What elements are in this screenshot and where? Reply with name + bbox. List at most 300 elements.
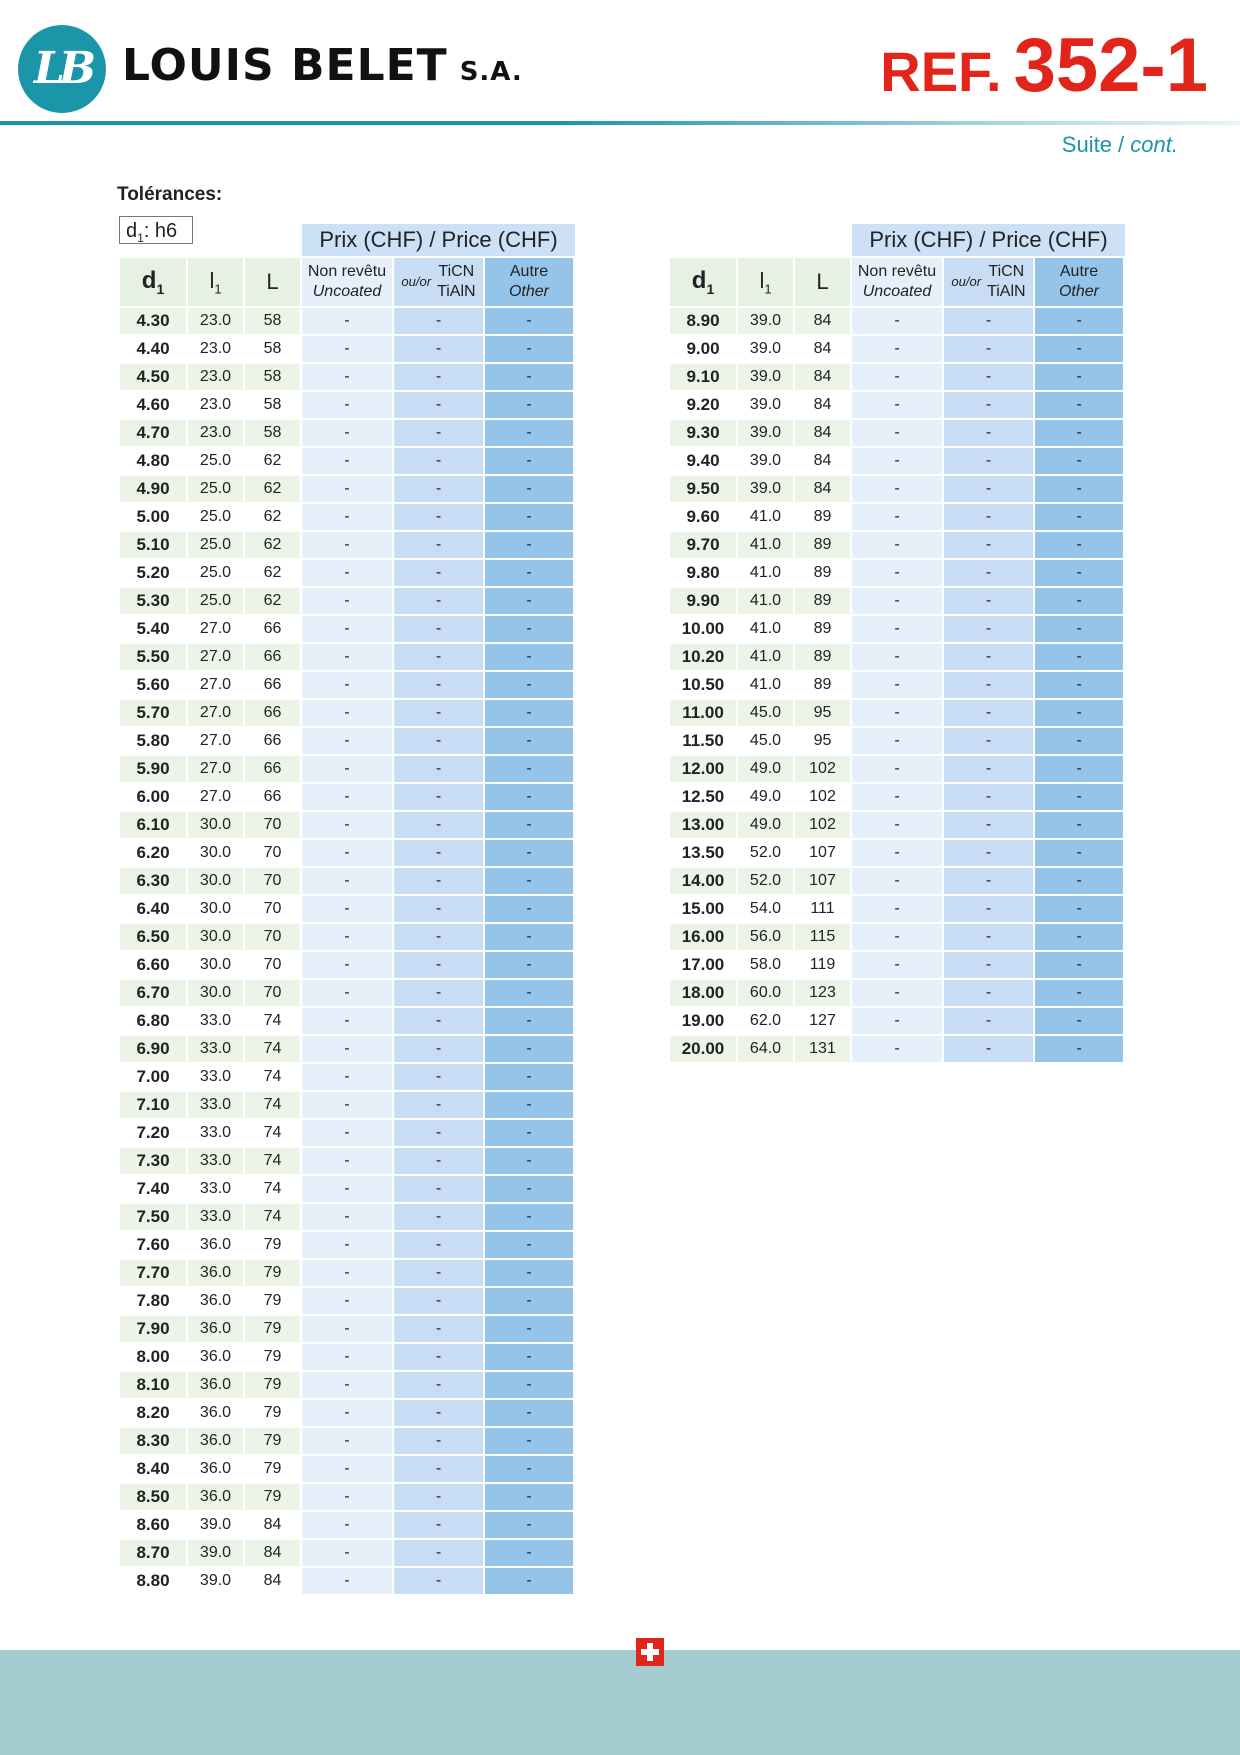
cell-L: 79 [245, 1288, 300, 1314]
cell-other: - [485, 728, 573, 754]
cell-l1: 41.0 [738, 532, 793, 558]
cell-d1: 7.10 [120, 1092, 186, 1118]
cell-d1: 7.40 [120, 1176, 186, 1202]
col-coated: ou/orTiCN TiAlN [394, 258, 483, 306]
col-uncoated: Non revêtu Uncoated [852, 258, 942, 306]
cell-coated: - [394, 336, 483, 362]
cell-coated: - [394, 1120, 483, 1146]
tolerances-title: Tolérances: [117, 184, 223, 205]
cell-l1: 36.0 [188, 1232, 243, 1258]
table-row [120, 1064, 573, 1090]
table-row [120, 532, 573, 558]
table-row [120, 728, 573, 754]
cell-d1: 10.50 [670, 672, 736, 698]
table-row [120, 1316, 573, 1342]
cell-other: - [1035, 448, 1123, 474]
cell-coated: - [394, 1316, 483, 1342]
cell-l1: 23.0 [188, 392, 243, 418]
cell-uncoated: - [302, 812, 392, 838]
cell-d1: 7.30 [120, 1148, 186, 1174]
cell-l1: 41.0 [738, 644, 793, 670]
cell-coated: - [394, 1260, 483, 1286]
cell-d1: 4.40 [120, 336, 186, 362]
cell-l1: 23.0 [188, 364, 243, 390]
table-row [120, 1288, 573, 1314]
cell-other: - [485, 1540, 573, 1566]
company-suffix: S.A. [459, 57, 523, 87]
cell-uncoated: - [852, 448, 942, 474]
cell-other: - [1035, 728, 1123, 754]
price-table-right [668, 256, 1125, 1064]
cell-coated: - [944, 700, 1033, 726]
cell-d1: 8.80 [120, 1568, 186, 1594]
cell-other: - [485, 1456, 573, 1482]
cell-other: - [485, 476, 573, 502]
cell-d1: 6.40 [120, 896, 186, 922]
table-row [670, 420, 1123, 446]
table-row [670, 364, 1123, 390]
cell-L: 84 [795, 392, 850, 418]
cell-L: 84 [245, 1540, 300, 1566]
cell-d1: 7.00 [120, 1064, 186, 1090]
cell-coated: - [394, 1484, 483, 1510]
table-row [120, 1120, 573, 1146]
cell-d1: 14.00 [670, 868, 736, 894]
cell-uncoated: - [852, 476, 942, 502]
cell-L: 102 [795, 784, 850, 810]
table-row [120, 784, 573, 810]
cell-coated: - [944, 812, 1033, 838]
cell-other: - [1035, 700, 1123, 726]
cell-l1: 25.0 [188, 448, 243, 474]
cell-coated: - [394, 784, 483, 810]
cell-uncoated: - [852, 840, 942, 866]
cell-coated: - [944, 784, 1033, 810]
cell-coated: - [394, 616, 483, 642]
cell-coated: - [394, 756, 483, 782]
table-row [670, 840, 1123, 866]
cell-L: 102 [795, 812, 850, 838]
table-row [120, 1260, 573, 1286]
col-l1: $l_1$ [188, 258, 243, 306]
cell-uncoated: - [302, 1372, 392, 1398]
cell-L: 74 [245, 1176, 300, 1202]
cell-l1: 39.0 [738, 308, 793, 334]
cell-d1: 4.90 [120, 476, 186, 502]
cell-coated: - [394, 1064, 483, 1090]
cell-other: - [485, 896, 573, 922]
table-row [120, 1036, 573, 1062]
cell-other: - [485, 1344, 573, 1370]
cell-d1: 9.50 [670, 476, 736, 502]
cell-d1: 9.20 [670, 392, 736, 418]
cell-d1: 8.90 [670, 308, 736, 334]
cell-uncoated: - [302, 896, 392, 922]
cell-d1: 4.80 [120, 448, 186, 474]
cell-L: 84 [245, 1568, 300, 1594]
table-row [120, 1204, 573, 1230]
cell-uncoated: - [852, 308, 942, 334]
cell-d1: 6.20 [120, 840, 186, 866]
cell-d1: 9.30 [670, 420, 736, 446]
table-row [120, 1176, 573, 1202]
cell-L: 66 [245, 700, 300, 726]
cell-l1: 36.0 [188, 1428, 243, 1454]
cell-l1: 39.0 [188, 1568, 243, 1594]
cell-uncoated: - [302, 1008, 392, 1034]
table-row [670, 728, 1123, 754]
cell-coated: - [944, 476, 1033, 502]
cell-uncoated: - [852, 728, 942, 754]
cell-uncoated: - [302, 1148, 392, 1174]
cell-d1: 5.90 [120, 756, 186, 782]
table-header-row [120, 258, 573, 306]
cell-coated: - [394, 392, 483, 418]
cell-other: - [1035, 616, 1123, 642]
cell-L: 66 [245, 672, 300, 698]
cell-coated: - [944, 756, 1033, 782]
cell-d1: 8.60 [120, 1512, 186, 1538]
cell-coated: - [394, 1288, 483, 1314]
cell-other: - [485, 1008, 573, 1034]
cell-l1: 27.0 [188, 756, 243, 782]
cell-uncoated: - [302, 1484, 392, 1510]
cell-uncoated: - [302, 420, 392, 446]
cell-other: - [1035, 560, 1123, 586]
cell-L: 123 [795, 980, 850, 1006]
cell-other: - [485, 1288, 573, 1314]
cell-other: - [485, 924, 573, 950]
cell-other: - [485, 980, 573, 1006]
cell-d1: 9.90 [670, 588, 736, 614]
cell-coated: - [394, 1036, 483, 1062]
cell-coated: - [394, 980, 483, 1006]
cell-l1: 39.0 [738, 420, 793, 446]
table-body-left [120, 308, 573, 1594]
cell-uncoated: - [302, 308, 392, 334]
cell-other: - [485, 364, 573, 390]
cell-L: 84 [795, 448, 850, 474]
cell-coated: - [944, 644, 1033, 670]
company-name [122, 40, 523, 91]
cell-other: - [1035, 756, 1123, 782]
table-row [670, 952, 1123, 978]
cell-l1: 25.0 [188, 560, 243, 586]
table-row [120, 644, 573, 670]
cell-l1: 39.0 [738, 364, 793, 390]
cell-L: 79 [245, 1344, 300, 1370]
cell-coated: - [944, 308, 1033, 334]
cell-coated: - [394, 812, 483, 838]
cell-uncoated: - [302, 476, 392, 502]
cell-L: 70 [245, 868, 300, 894]
cell-l1: 30.0 [188, 952, 243, 978]
cell-other: - [485, 784, 573, 810]
cell-l1: 41.0 [738, 504, 793, 530]
cell-uncoated: - [302, 1120, 392, 1146]
cell-coated: - [394, 700, 483, 726]
cell-coated: - [394, 1428, 483, 1454]
col-uncoated: Non revêtu Uncoated [302, 258, 392, 306]
cell-uncoated: - [302, 1204, 392, 1230]
cell-l1: 23.0 [188, 336, 243, 362]
cell-other: - [485, 1372, 573, 1398]
price-header-left: Prix (CHF) / Price (CHF) [302, 224, 575, 256]
cell-d1: 5.30 [120, 588, 186, 614]
cell-l1: 27.0 [188, 644, 243, 670]
cell-other: - [485, 1148, 573, 1174]
cell-uncoated: - [302, 924, 392, 950]
cell-uncoated: - [852, 560, 942, 586]
table-row [120, 420, 573, 446]
cell-d1: 9.00 [670, 336, 736, 362]
cell-d1: 8.70 [120, 1540, 186, 1566]
cell-other: - [485, 588, 573, 614]
cell-other: - [1035, 308, 1123, 334]
cell-uncoated: - [302, 1176, 392, 1202]
cell-l1: 49.0 [738, 784, 793, 810]
col-coated: ou/orTiCN TiAlN [944, 258, 1033, 306]
cell-d1: 11.50 [670, 728, 736, 754]
cell-l1: 36.0 [188, 1344, 243, 1370]
cell-coated: - [944, 840, 1033, 866]
cell-d1: 6.90 [120, 1036, 186, 1062]
cell-coated: - [394, 672, 483, 698]
cell-L: 89 [795, 560, 850, 586]
cell-L: 95 [795, 728, 850, 754]
cell-uncoated: - [852, 784, 942, 810]
cell-l1: 25.0 [188, 532, 243, 558]
cell-other: - [485, 1400, 573, 1426]
cell-l1: 25.0 [188, 504, 243, 530]
cell-coated: - [944, 532, 1033, 558]
cell-d1: 9.60 [670, 504, 736, 530]
cell-other: - [1035, 1008, 1123, 1034]
cell-uncoated: - [852, 336, 942, 362]
cell-other: - [485, 1232, 573, 1258]
cell-d1: 5.60 [120, 672, 186, 698]
cell-coated: - [394, 1540, 483, 1566]
cell-uncoated: - [852, 756, 942, 782]
price-header-right: Prix (CHF) / Price (CHF) [852, 224, 1125, 256]
cell-d1: 11.00 [670, 700, 736, 726]
cell-uncoated: - [302, 1428, 392, 1454]
cell-coated: - [394, 1092, 483, 1118]
cell-other: - [1035, 644, 1123, 670]
cell-uncoated: - [852, 364, 942, 390]
cell-d1: 15.00 [670, 896, 736, 922]
table-row [670, 504, 1123, 530]
table-row [670, 756, 1123, 782]
ref-number: 352-1 [1013, 23, 1208, 108]
table-row [670, 392, 1123, 418]
cell-L: 74 [245, 1008, 300, 1034]
cell-L: 62 [245, 532, 300, 558]
cell-l1: 33.0 [188, 1036, 243, 1062]
table-row [670, 868, 1123, 894]
cell-other: - [1035, 812, 1123, 838]
cell-uncoated: - [302, 840, 392, 866]
cell-other: - [1035, 588, 1123, 614]
cell-other: - [1035, 1036, 1123, 1062]
table-row [120, 700, 573, 726]
cell-other: - [485, 1512, 573, 1538]
cell-uncoated: - [302, 1288, 392, 1314]
cell-L: 79 [245, 1400, 300, 1426]
cell-coated: - [394, 840, 483, 866]
table-row [670, 616, 1123, 642]
table-row [670, 448, 1123, 474]
cell-L: 74 [245, 1092, 300, 1118]
cell-other: - [485, 1176, 573, 1202]
cell-other: - [485, 616, 573, 642]
cell-d1: 5.50 [120, 644, 186, 670]
tolerance-value: : h6 [143, 220, 178, 242]
cell-coated: - [944, 420, 1033, 446]
table-row [120, 812, 573, 838]
cell-uncoated: - [302, 644, 392, 670]
cell-l1: 36.0 [188, 1484, 243, 1510]
cell-other: - [1035, 840, 1123, 866]
cell-L: 74 [245, 1064, 300, 1090]
cell-uncoated: - [302, 588, 392, 614]
cell-uncoated: - [852, 588, 942, 614]
cell-d1: 6.10 [120, 812, 186, 838]
cell-uncoated: - [852, 616, 942, 642]
cell-d1: 5.10 [120, 532, 186, 558]
cell-coated: - [944, 504, 1033, 530]
cell-other: - [1035, 420, 1123, 446]
cell-L: 58 [245, 308, 300, 334]
cell-coated: - [944, 616, 1033, 642]
cell-coated: - [944, 924, 1033, 950]
table-row [670, 980, 1123, 1006]
cell-other: - [485, 1484, 573, 1510]
cell-l1: 49.0 [738, 756, 793, 782]
cell-coated: - [944, 728, 1033, 754]
cell-d1: 6.80 [120, 1008, 186, 1034]
table-row [120, 924, 573, 950]
cell-uncoated: - [302, 392, 392, 418]
header-divider [0, 121, 1240, 125]
cell-l1: 33.0 [188, 1176, 243, 1202]
table-row [120, 868, 573, 894]
cell-coated: - [394, 504, 483, 530]
cell-coated: - [944, 868, 1033, 894]
cell-L: 70 [245, 952, 300, 978]
cell-L: 58 [245, 392, 300, 418]
cell-d1: 13.00 [670, 812, 736, 838]
table-row [120, 336, 573, 362]
cell-other: - [485, 1316, 573, 1342]
cell-uncoated: - [302, 336, 392, 362]
cell-other: - [1035, 672, 1123, 698]
cell-L: 58 [245, 336, 300, 362]
cell-other: - [485, 560, 573, 586]
cell-l1: 33.0 [188, 1008, 243, 1034]
cell-coated: - [944, 1036, 1033, 1062]
cell-coated: - [394, 868, 483, 894]
cell-uncoated: - [302, 784, 392, 810]
cell-uncoated: - [302, 504, 392, 530]
cell-l1: 45.0 [738, 700, 793, 726]
table-row [120, 1400, 573, 1426]
cell-L: 74 [245, 1148, 300, 1174]
cell-L: 119 [795, 952, 850, 978]
table-row [120, 308, 573, 334]
cell-l1: 62.0 [738, 1008, 793, 1034]
cell-L: 84 [795, 364, 850, 390]
cell-uncoated: - [302, 1512, 392, 1538]
cell-L: 70 [245, 812, 300, 838]
cell-l1: 41.0 [738, 560, 793, 586]
cell-L: 89 [795, 644, 850, 670]
table-row [120, 588, 573, 614]
cell-other: - [485, 308, 573, 334]
cell-d1: 12.00 [670, 756, 736, 782]
cell-coated: - [394, 1176, 483, 1202]
cell-d1: 8.30 [120, 1428, 186, 1454]
cell-other: - [485, 672, 573, 698]
cell-L: 70 [245, 980, 300, 1006]
cell-l1: 33.0 [188, 1092, 243, 1118]
table-row [120, 756, 573, 782]
cell-other: - [485, 1092, 573, 1118]
col-d1: $d_1$ [120, 258, 186, 306]
cell-d1: 12.50 [670, 784, 736, 810]
cell-coated: - [394, 728, 483, 754]
table-row [670, 1008, 1123, 1034]
cell-L: 102 [795, 756, 850, 782]
tolerance-box [119, 216, 193, 244]
cont-text: cont. [1130, 132, 1178, 157]
cell-other: - [485, 952, 573, 978]
cell-d1: 5.40 [120, 616, 186, 642]
cell-coated: - [944, 588, 1033, 614]
cell-l1: 36.0 [188, 1288, 243, 1314]
cell-coated: - [944, 448, 1033, 474]
cell-L: 62 [245, 476, 300, 502]
cell-L: 66 [245, 644, 300, 670]
cell-L: 89 [795, 588, 850, 614]
swiss-flag-icon [636, 1638, 664, 1666]
cell-uncoated: - [852, 896, 942, 922]
cell-uncoated: - [302, 1092, 392, 1118]
cell-uncoated: - [852, 644, 942, 670]
cell-L: 84 [795, 308, 850, 334]
cell-coated: - [394, 1204, 483, 1230]
table-row [670, 672, 1123, 698]
cell-L: 111 [795, 896, 850, 922]
cell-L: 79 [245, 1260, 300, 1286]
cell-other: - [1035, 896, 1123, 922]
cell-uncoated: - [852, 868, 942, 894]
cell-uncoated: - [852, 1036, 942, 1062]
cell-l1: 33.0 [188, 1120, 243, 1146]
col-l1: $l_1$ [738, 258, 793, 306]
cell-l1: 64.0 [738, 1036, 793, 1062]
cell-l1: 30.0 [188, 840, 243, 866]
cell-uncoated: - [302, 728, 392, 754]
table-row [120, 1008, 573, 1034]
cell-uncoated: - [302, 364, 392, 390]
cell-l1: 41.0 [738, 588, 793, 614]
cell-other: - [485, 1260, 573, 1286]
cell-L: 79 [245, 1428, 300, 1454]
cell-uncoated: - [302, 616, 392, 642]
cell-l1: 25.0 [188, 588, 243, 614]
cell-uncoated: - [302, 980, 392, 1006]
